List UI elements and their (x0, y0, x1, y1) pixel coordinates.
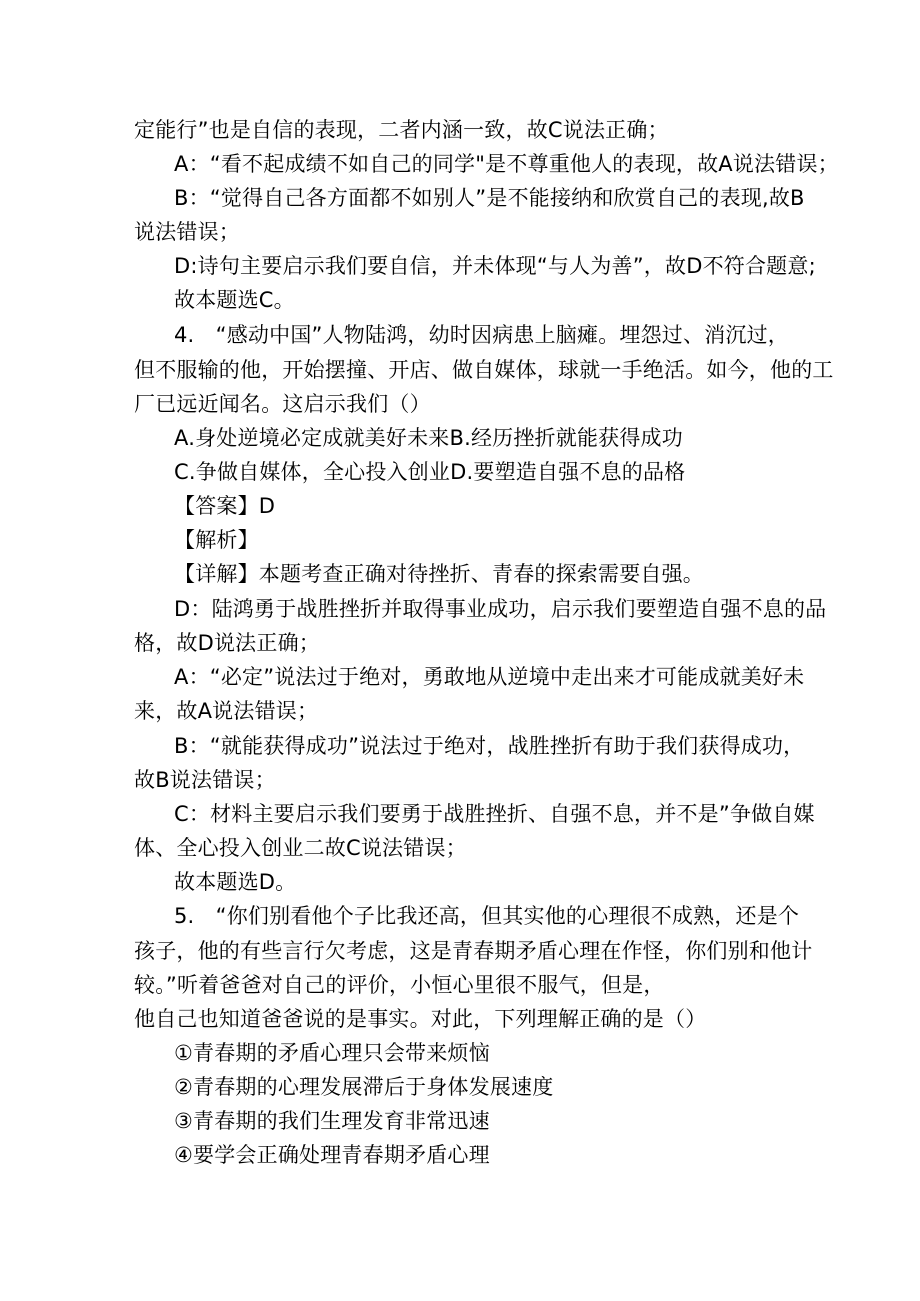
text-line: 体、全心投入创业二故C说法错误； (134, 836, 467, 860)
statement-item: ①青春期的矛盾心理只会带来烦恼 (174, 1041, 490, 1065)
statement-item: ②青春期的心理发展滞后于身体发展速度 (174, 1075, 554, 1099)
text-line: A：“看不起成绩不如自己的同学"是不尊重他人的表现，故A说法错误； (174, 152, 839, 176)
text-line: 说法错误； (134, 220, 240, 244)
question-4-stem: 4. “感动中国”人物陆鸿，幼时因病患上脑瘫。埋怨过、消沉过， (174, 323, 789, 347)
option-line: C.争做自媒体，全心投入创业D.要塑造自强不息的品格 (174, 460, 686, 484)
text-line: 厂已远近闻名。这启示我们（） (134, 392, 431, 416)
text-line: 故B说法错误； (134, 768, 276, 792)
text-line: 故本题选D。 (174, 870, 297, 894)
text-line: 故本题选C。 (174, 288, 295, 312)
text-line: 来，故A说法错误； (134, 699, 319, 723)
question-5-stem: 5. “你们别看他个子比我还高，但其实他的心理很不成熟，还是个 (174, 904, 800, 928)
text-line: D：陆鸿勇于战胜挫折并取得事业成功，启示我们要塑造自强不息的品 (174, 597, 827, 621)
text-line: 他自己也知道爸爸说的是事实。对此，下列理解正确的是（） (134, 1007, 707, 1031)
text-line: B：“觉得自己各方面都不如别人”是不能接纳和欣赏自己的表现,故B (174, 186, 805, 210)
text-line: A：“必定”说法过于绝对，勇敢地从逆境中走出来才可能成就美好未 (174, 665, 805, 689)
explanation-label: 【详解】本题考查正确对待挫折、青春的探索需要自强。 (174, 562, 704, 586)
statement-item: ③青春期的我们生理发育非常迅速 (174, 1109, 490, 1133)
text-line: B：“就能获得成功”说法过于绝对，战胜挫折有助于我们获得成功， (174, 734, 805, 758)
statement-item: ④要学会正确处理青春期矛盾心理 (174, 1143, 490, 1167)
text-line: C：材料主要启示我们要勇于战胜挫折、自强不息，并不是”争做自媒 (174, 802, 815, 826)
text-line: 孩子，他的有些言行欠考虑，这是青春期矛盾心理在作怪，你们别和他计 (134, 939, 813, 963)
answer-label: 【答案】D (174, 494, 276, 518)
text-line: D:诗句主要启示我们要自信，并未体现“与人为善”，故D不符合题意; (174, 254, 816, 278)
text-line: 较。”听着爸爸对自己的评价，小恒心里很不服气，但是， (134, 973, 665, 997)
text-line: 定能行”也是自信的表现，二者内涵一致，故C说法正确； (134, 118, 669, 142)
text-line: 但不服输的他，开始摆撞、开店、做自媒体，球就一手绝活。如今，他的工 (134, 358, 834, 382)
text-line: 格，故D说法正确； (134, 631, 320, 655)
analysis-label: 【解析】 (174, 528, 259, 552)
option-line: A.身处逆境必定成就美好未来B.经历挫折就能获得成功 (174, 426, 683, 450)
